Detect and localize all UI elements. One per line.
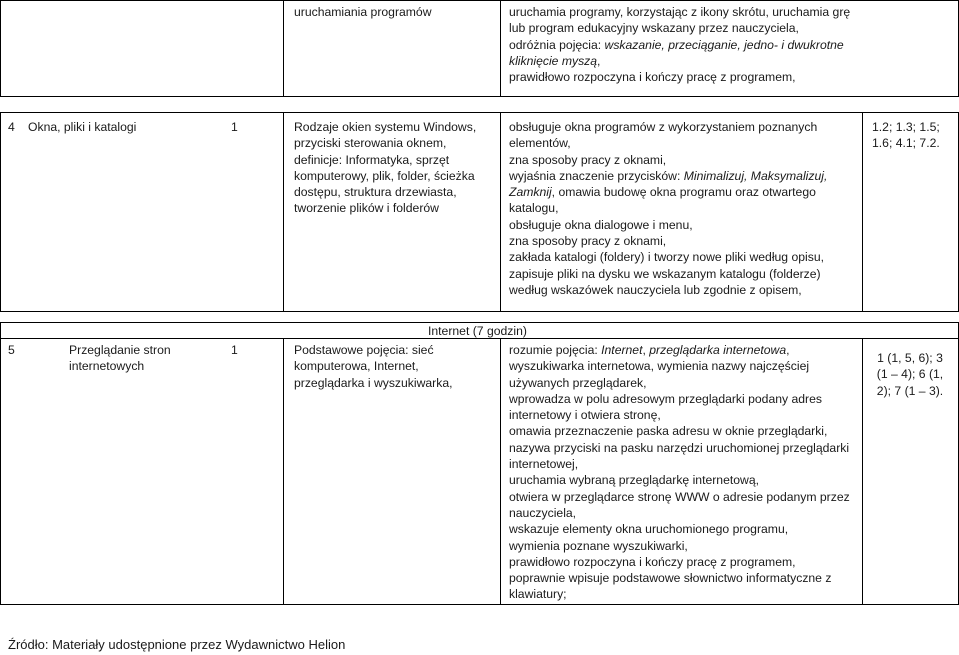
requirement-line	[509, 152, 827, 168]
section-header: Internet (7 godzin)	[428, 324, 527, 338]
italic-term: przeglądarka internetowa	[649, 343, 787, 357]
text-segment: lub program edukacyjny wskazany przez nauczyciela,	[509, 21, 799, 36]
text-line: definicje: Informatyka, sprzęt	[294, 152, 450, 167]
text-segment: zapisuje pliki na dysku we wskazanym katalogu (folderze)	[509, 266, 821, 281]
requirement-line	[509, 423, 850, 439]
requirement-line	[509, 407, 850, 423]
requirement-line	[509, 249, 827, 265]
text-line: Rodzaje okien systemu Windows,	[294, 120, 477, 134]
requirement-line	[509, 342, 850, 358]
lesson-number: 5	[8, 343, 15, 357]
text-segment: wyjaśnia znaczenie przycisków:	[509, 168, 684, 183]
requirement-line	[509, 472, 850, 488]
table-border	[0, 322, 1, 339]
requirement-line	[509, 538, 850, 554]
text-line: internetowych	[69, 359, 145, 374]
requirement-line	[509, 233, 827, 249]
requirement-line	[509, 505, 850, 521]
requirement-line	[509, 554, 850, 570]
requirement-line	[509, 168, 827, 184]
text-line: 1.6; 4.1; 7.2.	[872, 136, 940, 151]
requirement-line	[509, 217, 827, 233]
requirement-line	[509, 266, 827, 282]
requirement-line	[509, 20, 850, 36]
text-segment: używanych przeglądarek,	[509, 375, 647, 390]
italic-term: kliknięcie myszą	[509, 53, 598, 68]
text-segment: internetowy i otwiera stronę,	[509, 408, 661, 423]
table-border	[0, 604, 959, 605]
text-segment: omawia przeznaczenie paska adresu w oknie przeglądarki,	[509, 424, 828, 439]
table-border	[283, 0, 284, 97]
text-segment: katalogu,	[509, 201, 559, 216]
text-segment: ,	[642, 343, 650, 357]
requirement-line	[509, 184, 827, 200]
requirement-line	[509, 135, 827, 151]
requirement-line	[509, 489, 850, 505]
table-border	[0, 112, 959, 113]
lesson-content	[294, 119, 476, 217]
table-border	[862, 338, 863, 605]
text-segment: prawidłowo rozpoczyna i kończy pracę z programem,	[509, 70, 796, 85]
text-line: komputerowa, Internet,	[294, 359, 419, 374]
requirement-line	[509, 200, 827, 216]
table-border	[0, 338, 1, 605]
text-segment: wyszukiwarka internetowa, wymienia nazwy najczęściej	[509, 359, 810, 374]
text-segment: rozumie pojęcia:	[509, 343, 602, 357]
requirement-line	[509, 358, 850, 374]
requirement-line	[509, 586, 850, 602]
requirement-line	[509, 37, 850, 53]
italic-term: Minimalizuj, Maksymalizuj,	[683, 168, 828, 183]
text-line: przeglądarka i wyszukiwarka,	[294, 375, 453, 390]
table-border	[0, 96, 959, 97]
text-segment: wprowadza w polu adresowym przeglądarki podany adres	[509, 391, 822, 406]
italic-term: wskazanie, przeciąganie, jedno- i dwukrotne	[604, 37, 844, 52]
topic-cell: uruchamiania programów	[294, 5, 432, 19]
text-segment: uruchamia wybraną przeglądarkę internetową,	[509, 473, 759, 488]
table-border	[500, 112, 501, 312]
text-segment: elementów,	[509, 136, 571, 151]
text-segment: zna sposoby pracy z oknami,	[509, 152, 667, 167]
requirement-line	[509, 440, 850, 456]
text-segment: wymienia poznane wyszukiwarki,	[509, 538, 688, 553]
text-line: dostępu, struktura drzewiasta,	[294, 185, 457, 200]
text-segment: nazywa przyciski na pasku narzędzi uruchomionej przeglądarki	[509, 440, 850, 455]
source-note: Źródło: Materiały udostępnione przez Wydawnictwo Helion	[8, 637, 346, 652]
requirements-cell	[509, 119, 827, 298]
table-border	[0, 112, 1, 312]
table-border	[862, 112, 863, 312]
requirements-cell	[509, 342, 850, 603]
text-line: komputerowy, plik, folder, ścieżka	[294, 168, 475, 183]
requirements-cell	[509, 4, 850, 85]
text-segment: zna sposoby pracy z oknami,	[509, 234, 667, 249]
text-segment: wskazuje elementy okna uruchomionego programu,	[509, 522, 789, 537]
requirement-line	[509, 53, 850, 69]
table-border	[0, 311, 959, 312]
text-segment: otwiera w przeglądarce stronę WWW o adresie podanym przez	[509, 489, 850, 504]
lesson-hours: 1	[231, 120, 238, 134]
text-segment: odróżnia pojęcia:	[509, 37, 605, 52]
lesson-topic	[69, 342, 171, 375]
text-segment: internetowej,	[509, 457, 579, 472]
text-segment: klawiatury;	[509, 587, 567, 602]
lesson-number: 4	[8, 120, 15, 134]
requirement-line	[509, 4, 850, 20]
curriculum-references	[872, 119, 940, 152]
text-segment: nauczyciela,	[509, 505, 577, 520]
text-segment: uruchamia programy, korzystając z ikony skrótu, uruchamia grę	[509, 5, 851, 19]
text-segment: prawidłowo rozpoczyna i kończy pracę z programem,	[509, 554, 796, 569]
text-segment: obsługuje okna dialogowe i menu,	[509, 217, 693, 232]
text-segment: zakłada katalogi (foldery) i tworzy nowe pliki według opisu,	[509, 250, 824, 265]
text-line: przyciski sterowania oknem,	[294, 136, 447, 151]
requirement-line	[509, 521, 850, 537]
requirement-line	[509, 456, 850, 472]
requirement-line	[509, 391, 850, 407]
text-segment: ,	[786, 343, 790, 357]
text-segment: poprawnie wpisuje podstawowe słownictwo informatyczne z	[509, 571, 832, 586]
curriculum-references	[866, 350, 954, 399]
table-border	[500, 0, 501, 97]
text-line: 2); 7 (1 – 3).	[876, 383, 944, 398]
requirement-line	[509, 69, 850, 85]
requirement-line	[509, 570, 850, 586]
italic-term: Zamknij	[509, 185, 552, 200]
text-line: Podstawowe pojęcia: sieć	[294, 343, 434, 357]
text-line: 1 (1, 5, 6); 3	[877, 351, 943, 365]
requirement-line	[509, 119, 827, 135]
lesson-content	[294, 342, 453, 391]
text-segment: ,	[597, 53, 601, 68]
text-line: 1.2; 1.3; 1.5;	[872, 120, 940, 134]
table-border	[0, 0, 959, 1]
requirement-line	[509, 375, 850, 391]
text-segment: według wskazówek nauczyciela lub zgodnie z opisem,	[509, 282, 802, 297]
text-line: (1 – 4); 6 (1,	[876, 367, 944, 382]
text-segment: , omawia budowę okna programu oraz otwartego	[551, 185, 816, 200]
text-line: Przeglądanie stron	[69, 343, 171, 357]
italic-term: Internet	[601, 343, 643, 357]
lesson-topic: Okna, pliki i katalogi	[28, 120, 137, 134]
table-border	[500, 338, 501, 605]
lesson-hours: 1	[231, 343, 238, 357]
requirement-line	[509, 282, 827, 298]
text-line: tworzenie plików i folderów	[294, 201, 439, 216]
table-border	[0, 0, 1, 97]
table-border	[283, 338, 284, 605]
text-segment: obsługuje okna programów z wykorzystaniem poznanych	[509, 120, 818, 134]
table-border	[283, 112, 284, 312]
